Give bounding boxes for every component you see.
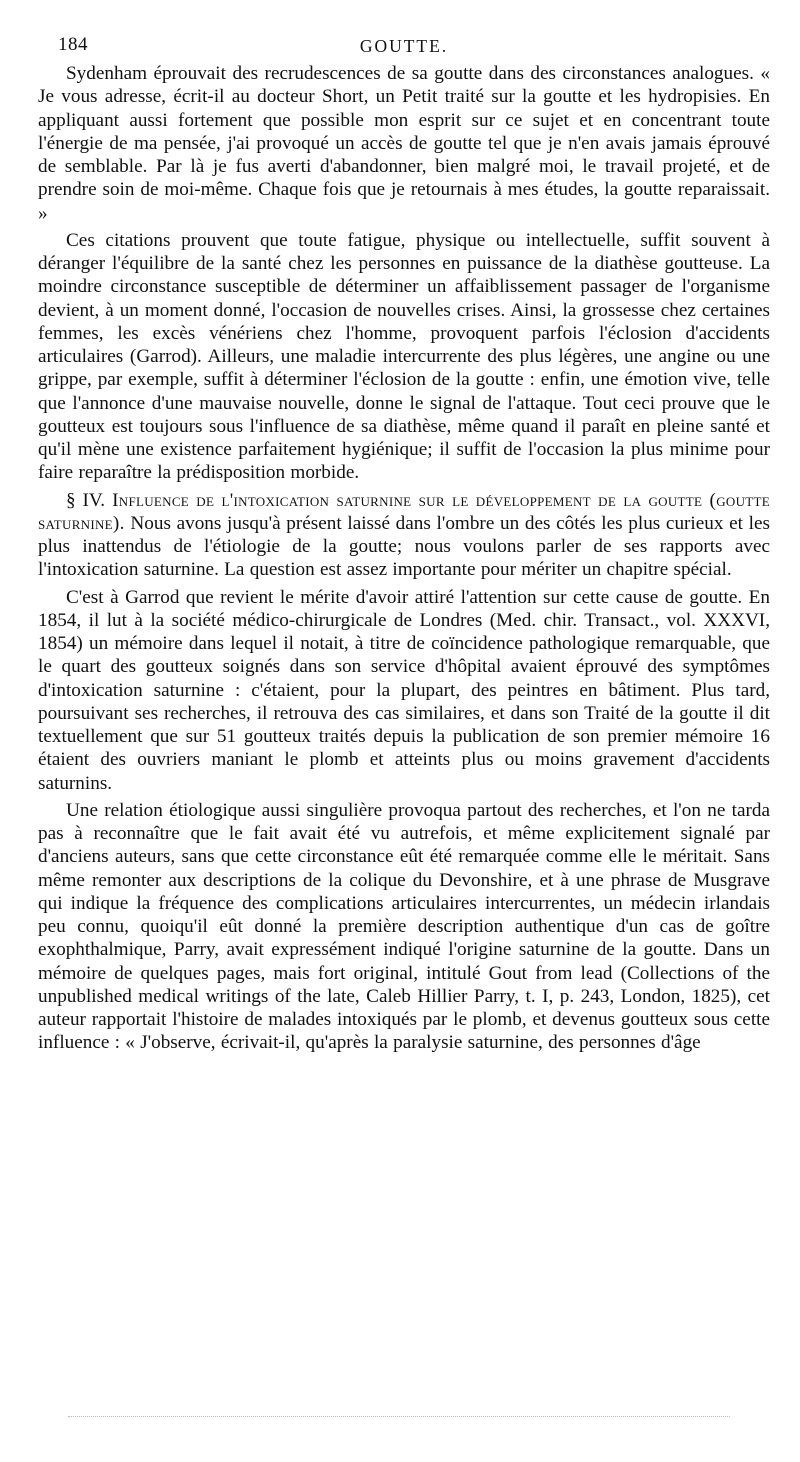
page-number: 184 <box>58 34 88 55</box>
section-iv-paragraph <box>38 489 770 582</box>
paragraph-citations: Ces citations prouvent que toute fatigue, physique ou intellectuelle, suffit souvent à déranger l'équilibre de la santé chez les personnes en puissance de la diathèse goutteuse. La moindre circonstance susceptible de déterminer un affaiblissement passager de l'organisme devient, à un moment donné, l'occasion de nouvelles crises. Ainsi, la grossesse chez certaines femmes, les excès vénériens chez l'homme, provoquent parfois l'éclosion d'accidents articulaires (Garrod). Ailleurs, une maladie intercurrente des plus légères, une angine ou une grippe, par exemple, suffit à déterminer l'éclosion de la goutte : enfin, une émotion vive, telle que l'annonce d'une mauvaise nouvelle, donne le signal de l'attaque. Tout ceci prouve que le goutteux est toujours sous l'influence de sa diathèse, même quand il paraît en pleine santé et qu'il mène une existence parfaitement hygiénique; il suffit de l'occasion la plus minime pour faire reparaître la prédisposition morbide. <box>38 229 770 484</box>
running-title: GOUTTE. <box>359 36 449 56</box>
book-page <box>38 28 770 1428</box>
scan-bottom-edge <box>68 1416 730 1423</box>
running-head <box>38 28 770 62</box>
section-title: Influence de l'intoxication saturnine sur le développement de la goutte (goutte saturnine). <box>38 489 770 534</box>
section-text: Nous avons jusqu'à présent laissé dans l'ombre un des côtés les plus curieux et les plus inattendus de l'étiologie de la goutte; nous voulons parler de ses rapports avec l'intoxication saturnine. La question est assez importante pour mériter un chapitre spécial. <box>38 512 770 581</box>
paragraph-garrod: C'est à Garrod que revient le mérite d'avoir attiré l'attention sur cette cause de goutte. En 1854, il lut à la société médico-chirurgicale de Londres (Med. chir. Transact., vol. XXXVI, 1854) un mémoire dans lequel il notait, à titre de coïncidence pathologique remarquable, que le quart des goutteux soignés dans son service d'hôpital avaient éprouvé des symptômes d'intoxication saturnine : c'étaient, pour la plupart, des peintres en bâtiment. Plus tard, poursuivant ses recherches, il retrouva des cas similaires, et dans son Traité de la goutte il dit textuellement que sur 51 goutteux traités depuis la publication de son premier mémoire 16 étaient des ouvriers maniant le plomb et atteints plus ou moins gravement d'accidents saturnins. <box>38 586 770 794</box>
paragraph-relation: Une relation étiologique aussi singulière provoqua partout des recherches, et l'on ne tarda pas à reconnaître que le fait avait été vu autrefois, et même explicitement signalé par d'anciens auteurs, sans que cette circonstance eût été remarquée comme elle le méritait. Sans même remonter aux descriptions de la colique du Devonshire, et à une phrase de Musgrave qui indique la fréquence des complications articulaires intercurrentes, un médecin irlandais peu connu, quoiqu'il eût donné la première description authentique d'un cas de goître exophthalmique, Parry, avait expressément indiqué l'origine saturnine de la goutte. Dans un mémoire de quelques pages, mais fort original, intitulé Gout from lead (Collections of the unpublished medical writings of the late, Caleb Hillier Parry, t. I, p. 243, London, 1825), cet auteur rapportait l'histoire de malades intoxiqués par le plomb, et devenus goutteux sous cette influence : « J'observe, écrivait-il, qu'après la paralysie saturnine, des personnes d'âge <box>38 799 770 1054</box>
paragraph-sydenham: Sydenham éprouvait des recrudescences de sa goutte dans des circonstances analogues. « Je vous adresse, écrit-il au docteur Short, un Petit traité sur la goutte et les hydropisies. En appliquant aussi fortement que possible mon esprit sur ce sujet et en concentrant toute l'énergie de ma pensée, j'ai provoqué un accès de goutte tel que je n'en avais jamais éprouvé de semblable. Par là je fus averti d'abandonner, bien malgré moi, le travail projeté, et de prendre soin de moi-même. Chaque fois que je retournais à mes études, la goutte reparaissait. » <box>38 63 770 224</box>
body-text <box>38 62 770 1055</box>
section-marker: § IV. <box>66 489 106 511</box>
